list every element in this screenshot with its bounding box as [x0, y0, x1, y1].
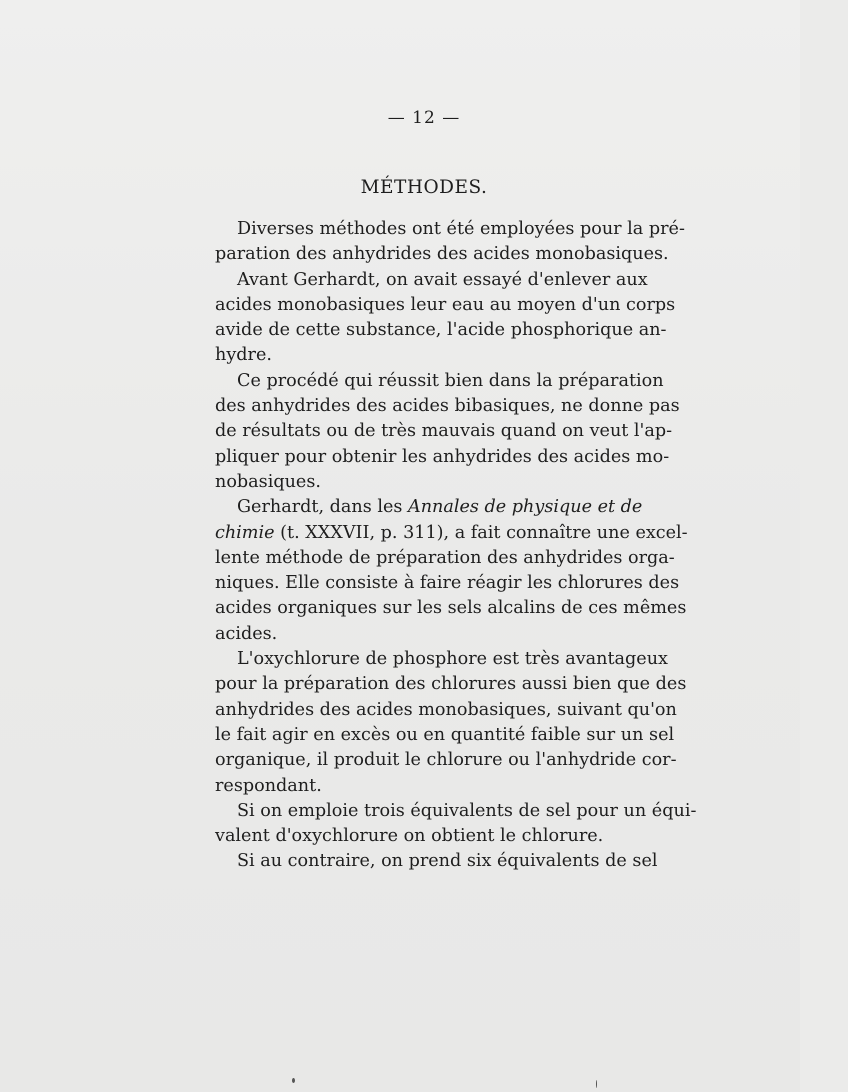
text-line: Ce procédé qui réussit bien dans la préparation — [237, 370, 664, 391]
text-line: Diverses méthodes ont été employées pour la pré- — [237, 219, 685, 239]
text-line: acides. — [215, 623, 278, 644]
section-title: MÉTHODES. — [360, 177, 488, 198]
text-line — [215, 521, 688, 546]
text-line: Si on emploie trois équivalents de sel pour un équi- — [237, 800, 697, 821]
text-line: niques. Elle consiste à faire réagir les chlorures des — [215, 573, 680, 594]
text-line: de résultats ou de très mauvais quand on veut l'ap- — [215, 421, 673, 442]
text-line: lente méthode de préparation des anhydrides orga- — [215, 547, 675, 568]
text-fragment: (t. XXXVII, p. 311), a fait connaître une excel- — [274, 522, 688, 543]
text-fragment: Gerhardt, dans les — [237, 497, 408, 518]
text-line: valent d'oxychlorure on obtient le chlorure. — [215, 826, 604, 847]
text-line: respondant. — [215, 775, 322, 796]
body-text — [215, 217, 697, 875]
text-line: des anhydrides des acides bibasiques, ne donne pas — [215, 396, 680, 417]
page-number: — 12 — — [387, 108, 461, 128]
text-line: Avant Gerhardt, on avait essayé d'enlever aux — [237, 269, 648, 290]
italic-title: chimie — [215, 522, 275, 543]
text-line: organique, il produit le chlorure ou l'anhydride cor- — [215, 750, 677, 771]
text-line: hydre. — [215, 345, 272, 366]
text-line: acides monobasiques leur eau au moyen d'un corps — [215, 294, 676, 315]
text-line: anhydrides des acides monobasiques, suivant qu'on — [215, 699, 677, 720]
ink-speck — [596, 1080, 597, 1088]
text-line: paration des anhydrides des acides monobasiques. — [215, 244, 669, 265]
text-line: acides organiques sur les sels alcalins de ces mêmes — [215, 598, 687, 619]
text-line: nobasiques. — [215, 471, 321, 492]
text-line: le fait agir en excès ou en quantité faible sur un sel — [215, 724, 675, 745]
text-line: L'oxychlorure de phosphore est très avantageux — [237, 649, 668, 670]
ink-speck — [292, 1078, 295, 1083]
italic-title: Annales de physique et de — [408, 497, 643, 518]
text-line: pliquer pour obtenir les anhydrides des acides mo- — [215, 446, 670, 467]
text-line — [215, 495, 643, 520]
text-line: avide de cette substance, l'acide phosphorique an- — [215, 320, 667, 341]
text-line: Si au contraire, on prend six équivalents de sel — [237, 851, 658, 872]
text-line: pour la préparation des chlorures aussi bien que des — [215, 674, 687, 695]
